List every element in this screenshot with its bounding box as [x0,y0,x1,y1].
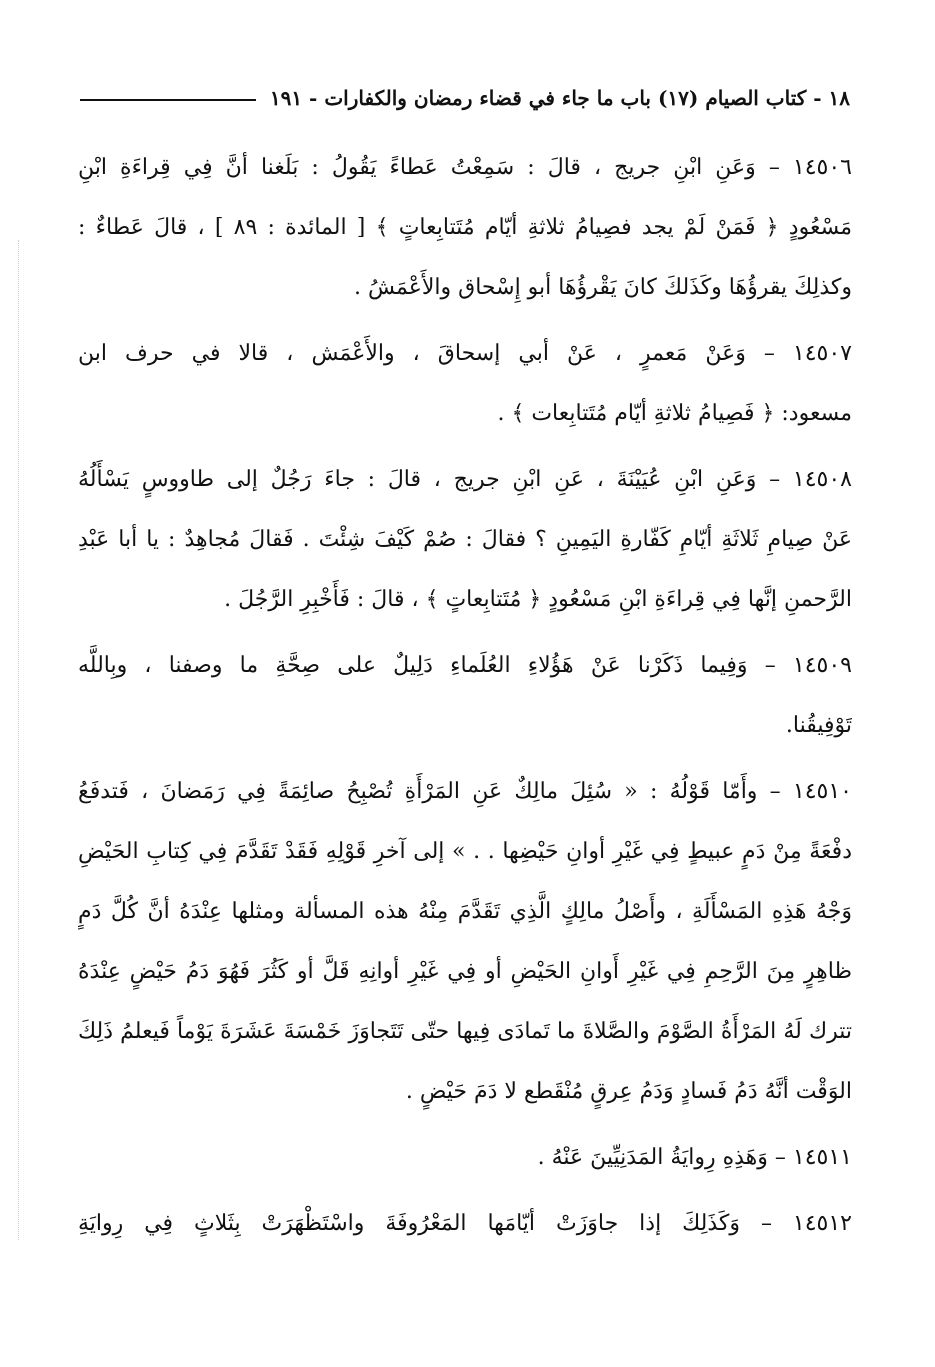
text-line: مَسْعُودٍ ﴿ فَمَنْ لَمْ يجد فصِيامُ ثلاثةِ أيّام مُتَتابِعاتٍ ﴾ [ المائدة : ٨٩ ] ، قالَ عَطاءٌ : [78,215,852,240]
paragraph-14508 [78,450,852,630]
text-line: ظاهِرٍ مِنَ الرَّحِمِ فِي غَيْرِ أَوانِ الحَيْضِ أو فِي غَيْرِ أوانِهِ قَلَّ أو كَثُرَ فَهُوَ دَمُ حَيْضٍ عِنْدَهُ [78,959,852,984]
text-line: عَنْ صِيامِ ثَلاثَةِ أيّامِ كَفّارةِ اليَمِينِ ؟ فقالَ : صُمْ كَيْفَ شِئْتَ . فَقالَ مُجاهِدٌ : يا أبا عَبْدِ [78,527,852,552]
running-title: ١٨ - كتاب الصيام (١٧) باب ما جاء في قضاء رمضان والكفارات - ١٩١ [269,86,850,110]
text-line: ١٤٥٠٦ – وَعَنِ ابْنِ جريج ، قالَ : سَمِعْتُ عَطاءً يَقُولُ : بَلَغنا أنَّ فِي قِراءَةِ ابْنِ [78,155,852,180]
text-line: ١٤٥٠٨ – وَعَنِ ابْنِ عُيَيْنَةَ ، عَنِ ابْنِ جريج ، قالَ : جاءَ رَجُلٌ إلى طاووسٍ يَسْأَلُهُ [78,467,852,492]
text-line: ١٤٥١٢ – وَكَذَلِكَ إذا جاوَزَتْ أيّامَها المَعْرُوفَةَ واسْتَظْهَرَتْ بِثَلاثٍ فِي رِوايَةِ [78,1211,852,1236]
paragraph-14512 [78,1194,852,1254]
text-line: ١٤٥٠٧ – وَعَنْ مَعمرٍ ، عَنْ أبي إسحاقَ ، والأَعْمَش ، قالا في حرف ابن [78,341,852,366]
text-line: وَجْهُ هَذِهِ المَسْأَلَةِ ، وأَصْلُ مالِكٍ الَّذِي تَقَدَّمَ مِنْهُ هذه المسألة ومثلها عِنْدَهُ أنَّ كُلَّ دَمٍ [78,899,852,924]
text-line: ١٤٥١٠ – وأَمّا قَوْلُهُ : « سُئِلَ مالِكٌ عَنِ المَرْأَةِ تُصْبِحُ صائِمَةً فِي رَمَضانَ ، فَتدفَعُ [78,779,852,804]
text-line: وكذلِكَ يقرؤُهَا وكَذَلكَ كانَ يَقْرؤُهَا أبو إِسْحاق والأَعْمَشُ . [354,275,852,300]
text-line: تَوْفِيقُنا. [785,713,852,738]
paragraph-14510 [78,762,852,1122]
paragraph-14507 [78,324,852,444]
paragraph-14509 [78,636,852,756]
scan-edge-line [18,240,19,1240]
text-line: تترك لَهُ المَرْأَةُ الصَّوْمَ والصَّلاةَ ما تَمادَى فِيها حتّى تَتَجاوَزَ خَمْسَةَ عَشَرَةَ يَوْماً فَيعلمُ ذَلِكَ [78,1019,852,1044]
text-line: دفْعَةً مِنْ دَمٍ عبيطٍ فِي غَيْرِ أوانِ حَيْضِها . . » إلى آخرِ قَوْلِهِ فَقَدْ تَقَدَّمَ فِي كِتابِ الحَيْضِ [78,839,852,864]
text-line: ١٤٥١١ – وَهَذِهِ رِوايَةُ المَدَنِيِّينَ عَنْهُ . [537,1145,852,1170]
main-text [78,138,852,1260]
text-line: ١٤٥٠٩ – وَفِيما ذَكَرْنا عَنْ هَؤُلاءِ العُلَماءِ دَلِيلٌ على صِحَّةِ ما وصفنا ، وبِاللَّه [78,653,852,678]
text-line: الوَقْت أنَّهُ دَمُ فَسادٍ وَدَمُ عِرقٍ مُنْقَطع لا دَمَ حَيْضٍ . [405,1079,852,1104]
paragraph-14506 [78,138,852,318]
header-rule [80,99,256,101]
page-header [80,80,850,116]
text-line: مسعود: ﴿ فَصِيامُ ثلاثةِ أيّام مُتَتابِعات ﴾ . [497,401,852,426]
text-line: الرَّحمنِ إنَّها فِي قِراءَةِ ابْنِ مَسْعُودٍ ﴿ مُتَتابِعاتٍ ﴾ ، قالَ : فَأَخْبِرِ الرَّجُلَ . [224,587,852,612]
paragraph-14511 [78,1128,852,1188]
